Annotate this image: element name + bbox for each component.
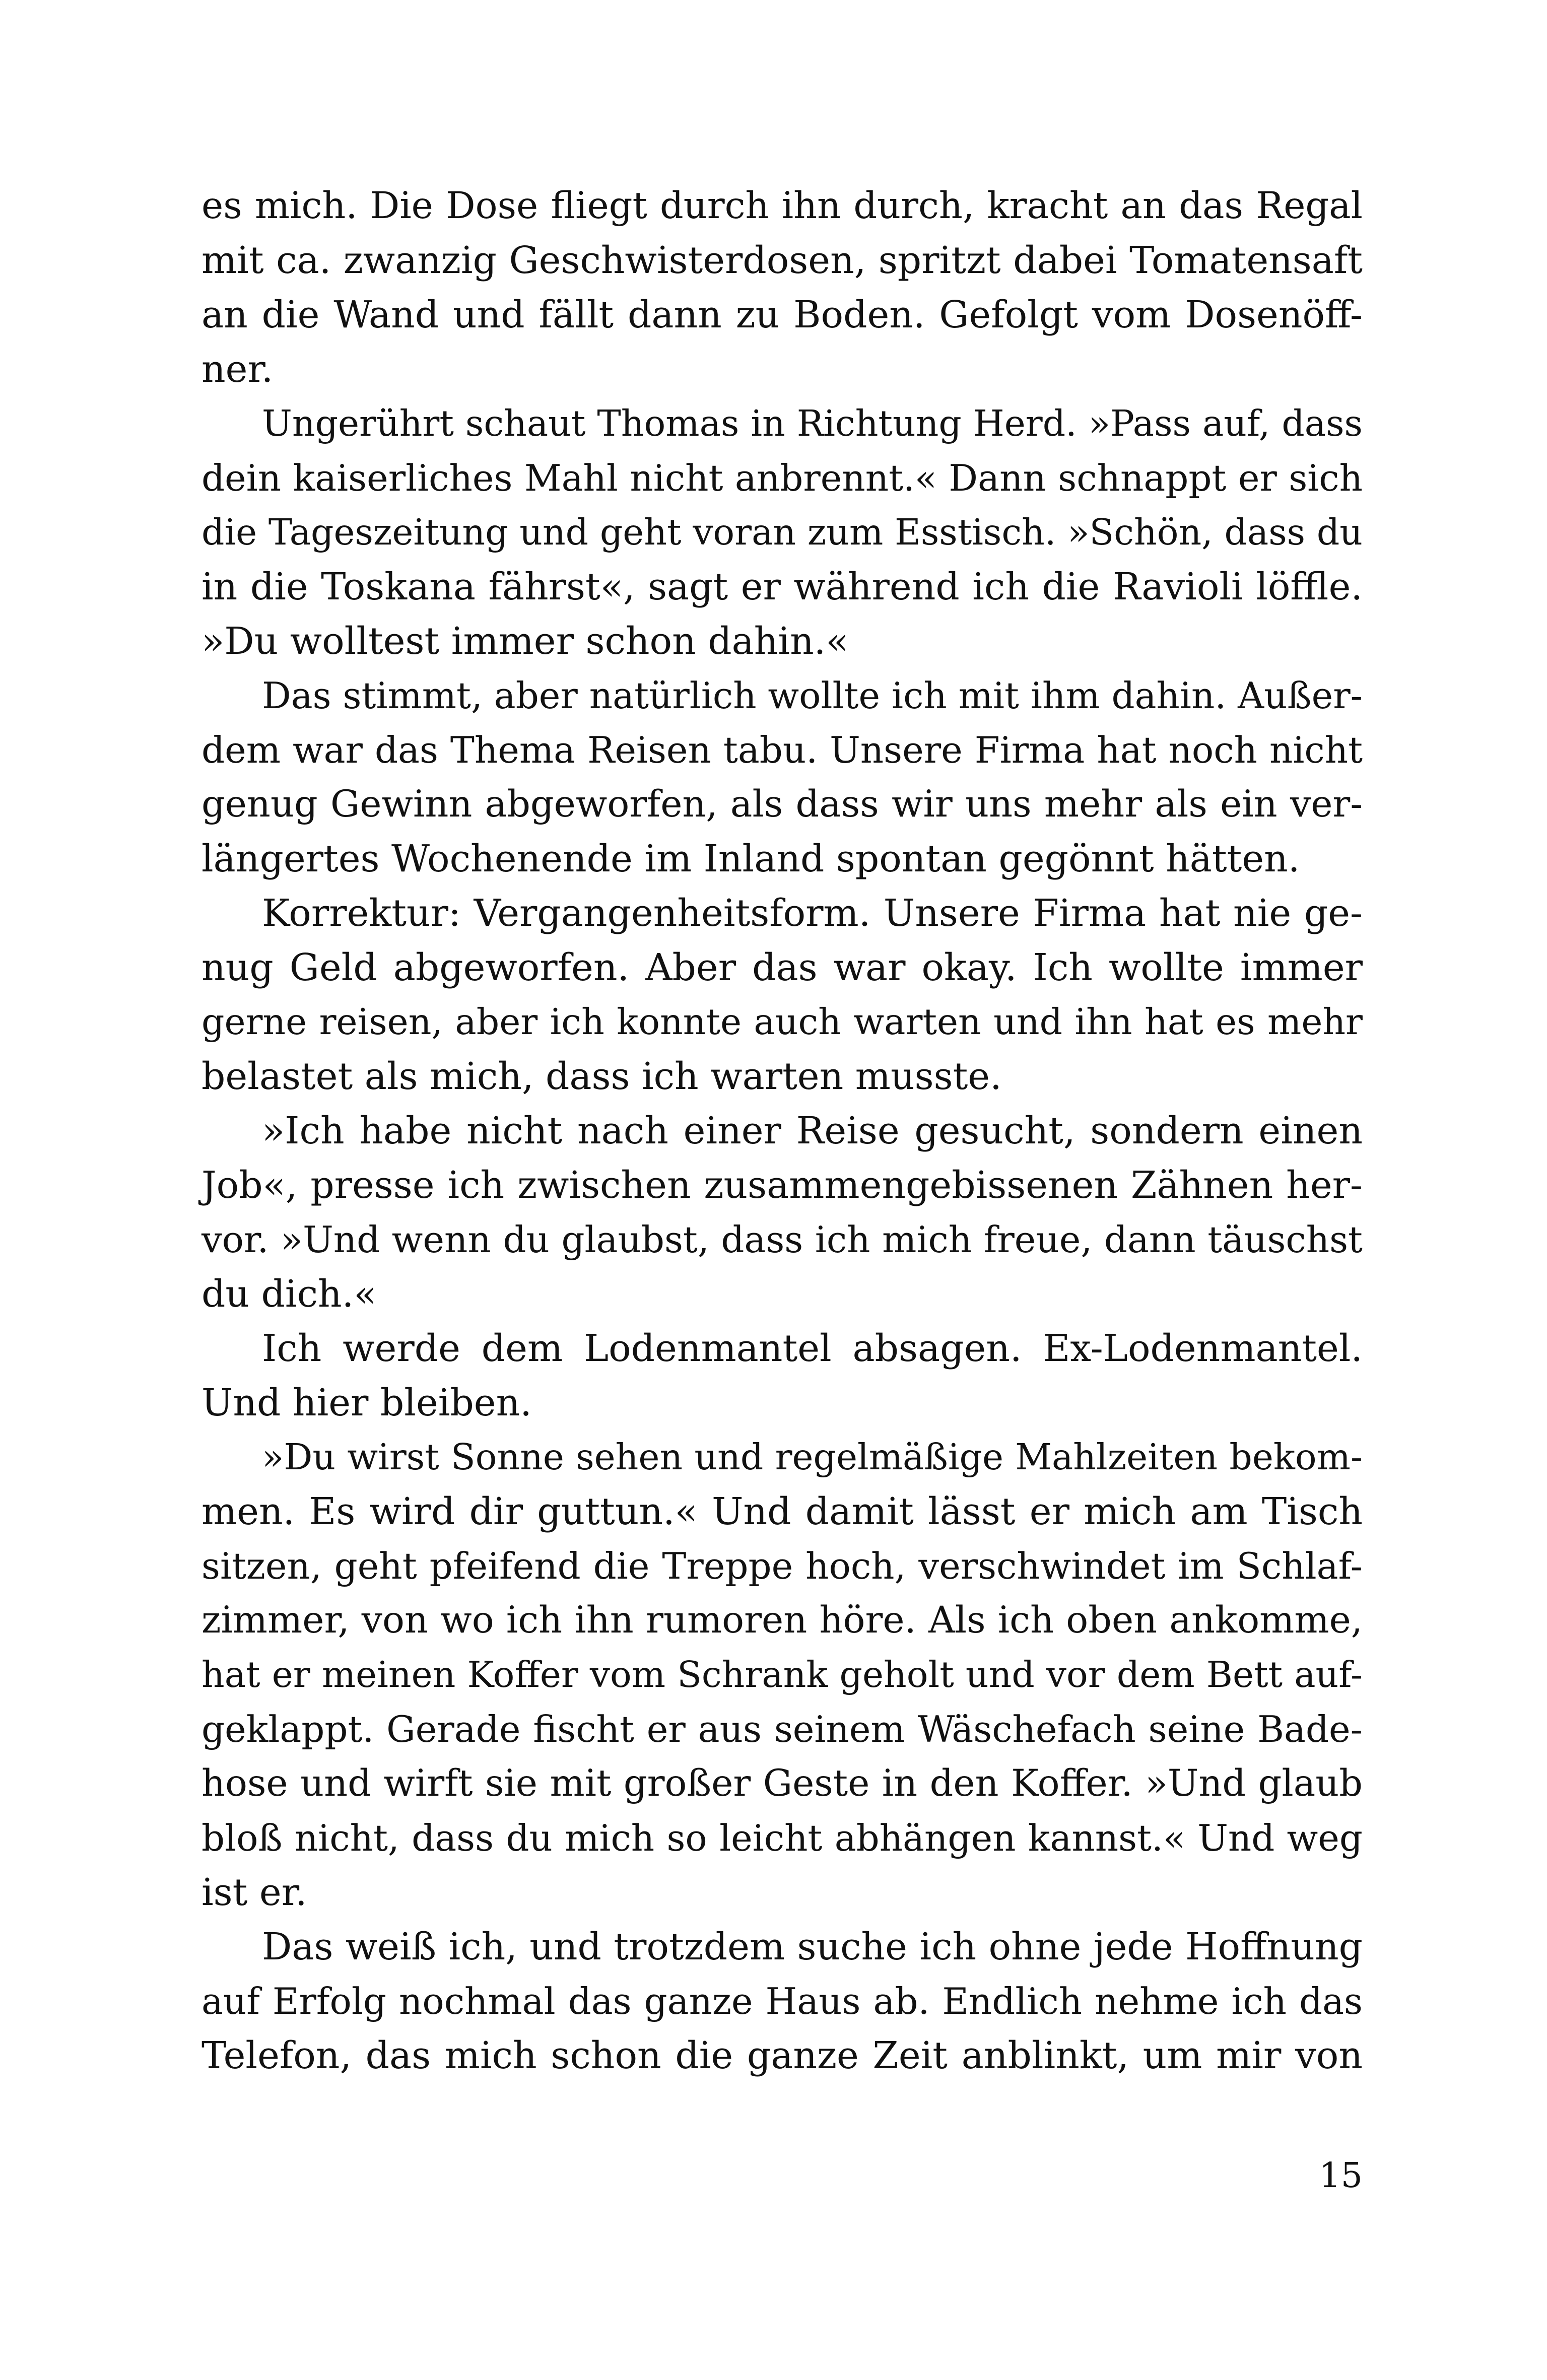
page-number: 15	[1319, 2156, 1363, 2196]
text-line: die Tageszeitung und geht voran zum Esstisch. »Schön, dass du	[201, 511, 1363, 553]
text-line: hat er meinen Koffer vom Schrank geholt und vor dem Bett auf-	[201, 1654, 1363, 1695]
text-line: mit ca. zwanzig Geschwisterdosen, spritzt dabei Tomatensaft	[201, 239, 1363, 282]
text-line: ner.	[201, 348, 274, 391]
text-line: Das stimmt, aber natürlich wollte ich mit ihm dahin. Außer-	[262, 674, 1363, 717]
text-line: Job«, presse ich zwischen zusammengebissenen Zähnen her-	[201, 1164, 1363, 1207]
text-line: du dich.«	[201, 1272, 377, 1316]
text-line: Und hier bleiben.	[201, 1381, 532, 1424]
text-line: Telefon, das mich schon die ganze Zeit anblinkt, um mir von	[201, 2034, 1363, 2077]
text-line: es mich. Die Dose fliegt durch ihn durch, kracht an das Regal	[201, 184, 1363, 227]
text-line: auf Erfolg nochmal das ganze Haus ab. Endlich nehme ich das	[201, 1980, 1363, 2022]
text-line: »Du wolltest immer schon dahin.«	[201, 620, 849, 663]
text-line: belastet als mich, dass ich warten musste.	[201, 1055, 1002, 1098]
text-line: zimmer, von wo ich ihn rumoren höre. Als ich oben ankomme,	[201, 1599, 1363, 1642]
text-line: ist er.	[201, 1871, 307, 1914]
text-line: Korrektur: Vergangenheitsform. Unsere Firma hat nie ge-	[262, 892, 1363, 935]
text-line: men. Es wird dir guttun.« Und damit lässt er mich am Tisch	[201, 1490, 1363, 1533]
text-line: Das weiß ich, und trotzdem suche ich ohne jede Hoffnung	[262, 1925, 1363, 1968]
text-line: gerne reisen, aber ich konnte auch warten und ihn hat es mehr	[201, 1001, 1363, 1043]
text-line: bloß nicht, dass du mich so leicht abhängen kannst.« Und weg	[201, 1817, 1363, 1859]
text-line: sitzen, geht pfeifend die Treppe hoch, verschwindet im Schlaf-	[201, 1545, 1363, 1587]
text-line: Ich werde dem Lodenmantel absagen. Ex-Lodenmantel.	[262, 1327, 1363, 1370]
text-line: hose und wirft sie mit großer Geste in den Koffer. »Und glaub	[201, 1762, 1363, 1805]
text-line: dem war das Thema Reisen tabu. Unsere Firma hat noch nicht	[201, 729, 1363, 771]
text-line: geklappt. Gerade fischt er aus seinem Wäschefach seine Bade-	[201, 1708, 1363, 1750]
text-line: Ungerührt schaut Thomas in Richtung Herd. »Pass auf, dass	[262, 402, 1363, 444]
text-line: genug Gewinn abgeworfen, als dass wir uns mehr als ein ver-	[201, 783, 1363, 826]
text-line: längertes Wochenende im Inland spontan gegönnt hätten.	[201, 837, 1300, 880]
text-line: »Ich habe nicht nach einer Reise gesucht, sondern einen	[262, 1109, 1363, 1152]
text-line: »Du wirst Sonne sehen und regelmäßige Mahlzeiten bekom-	[262, 1436, 1363, 1478]
text-line: vor. »Und wenn du glaubst, dass ich mich freue, dann täuschst	[201, 1218, 1363, 1261]
text-line: nug Geld abgeworfen. Aber das war okay. Ich wollte immer	[201, 946, 1363, 989]
text-line: dein kaiserliches Mahl nicht anbrennt.« Dann schnappt er sich	[201, 457, 1363, 499]
text-line: in die Toskana fährst«, sagt er während ich die Ravioli löffle.	[201, 565, 1363, 608]
text-line: an die Wand und fällt dann zu Boden. Gefolgt vom Dosenöff-	[201, 293, 1363, 336]
